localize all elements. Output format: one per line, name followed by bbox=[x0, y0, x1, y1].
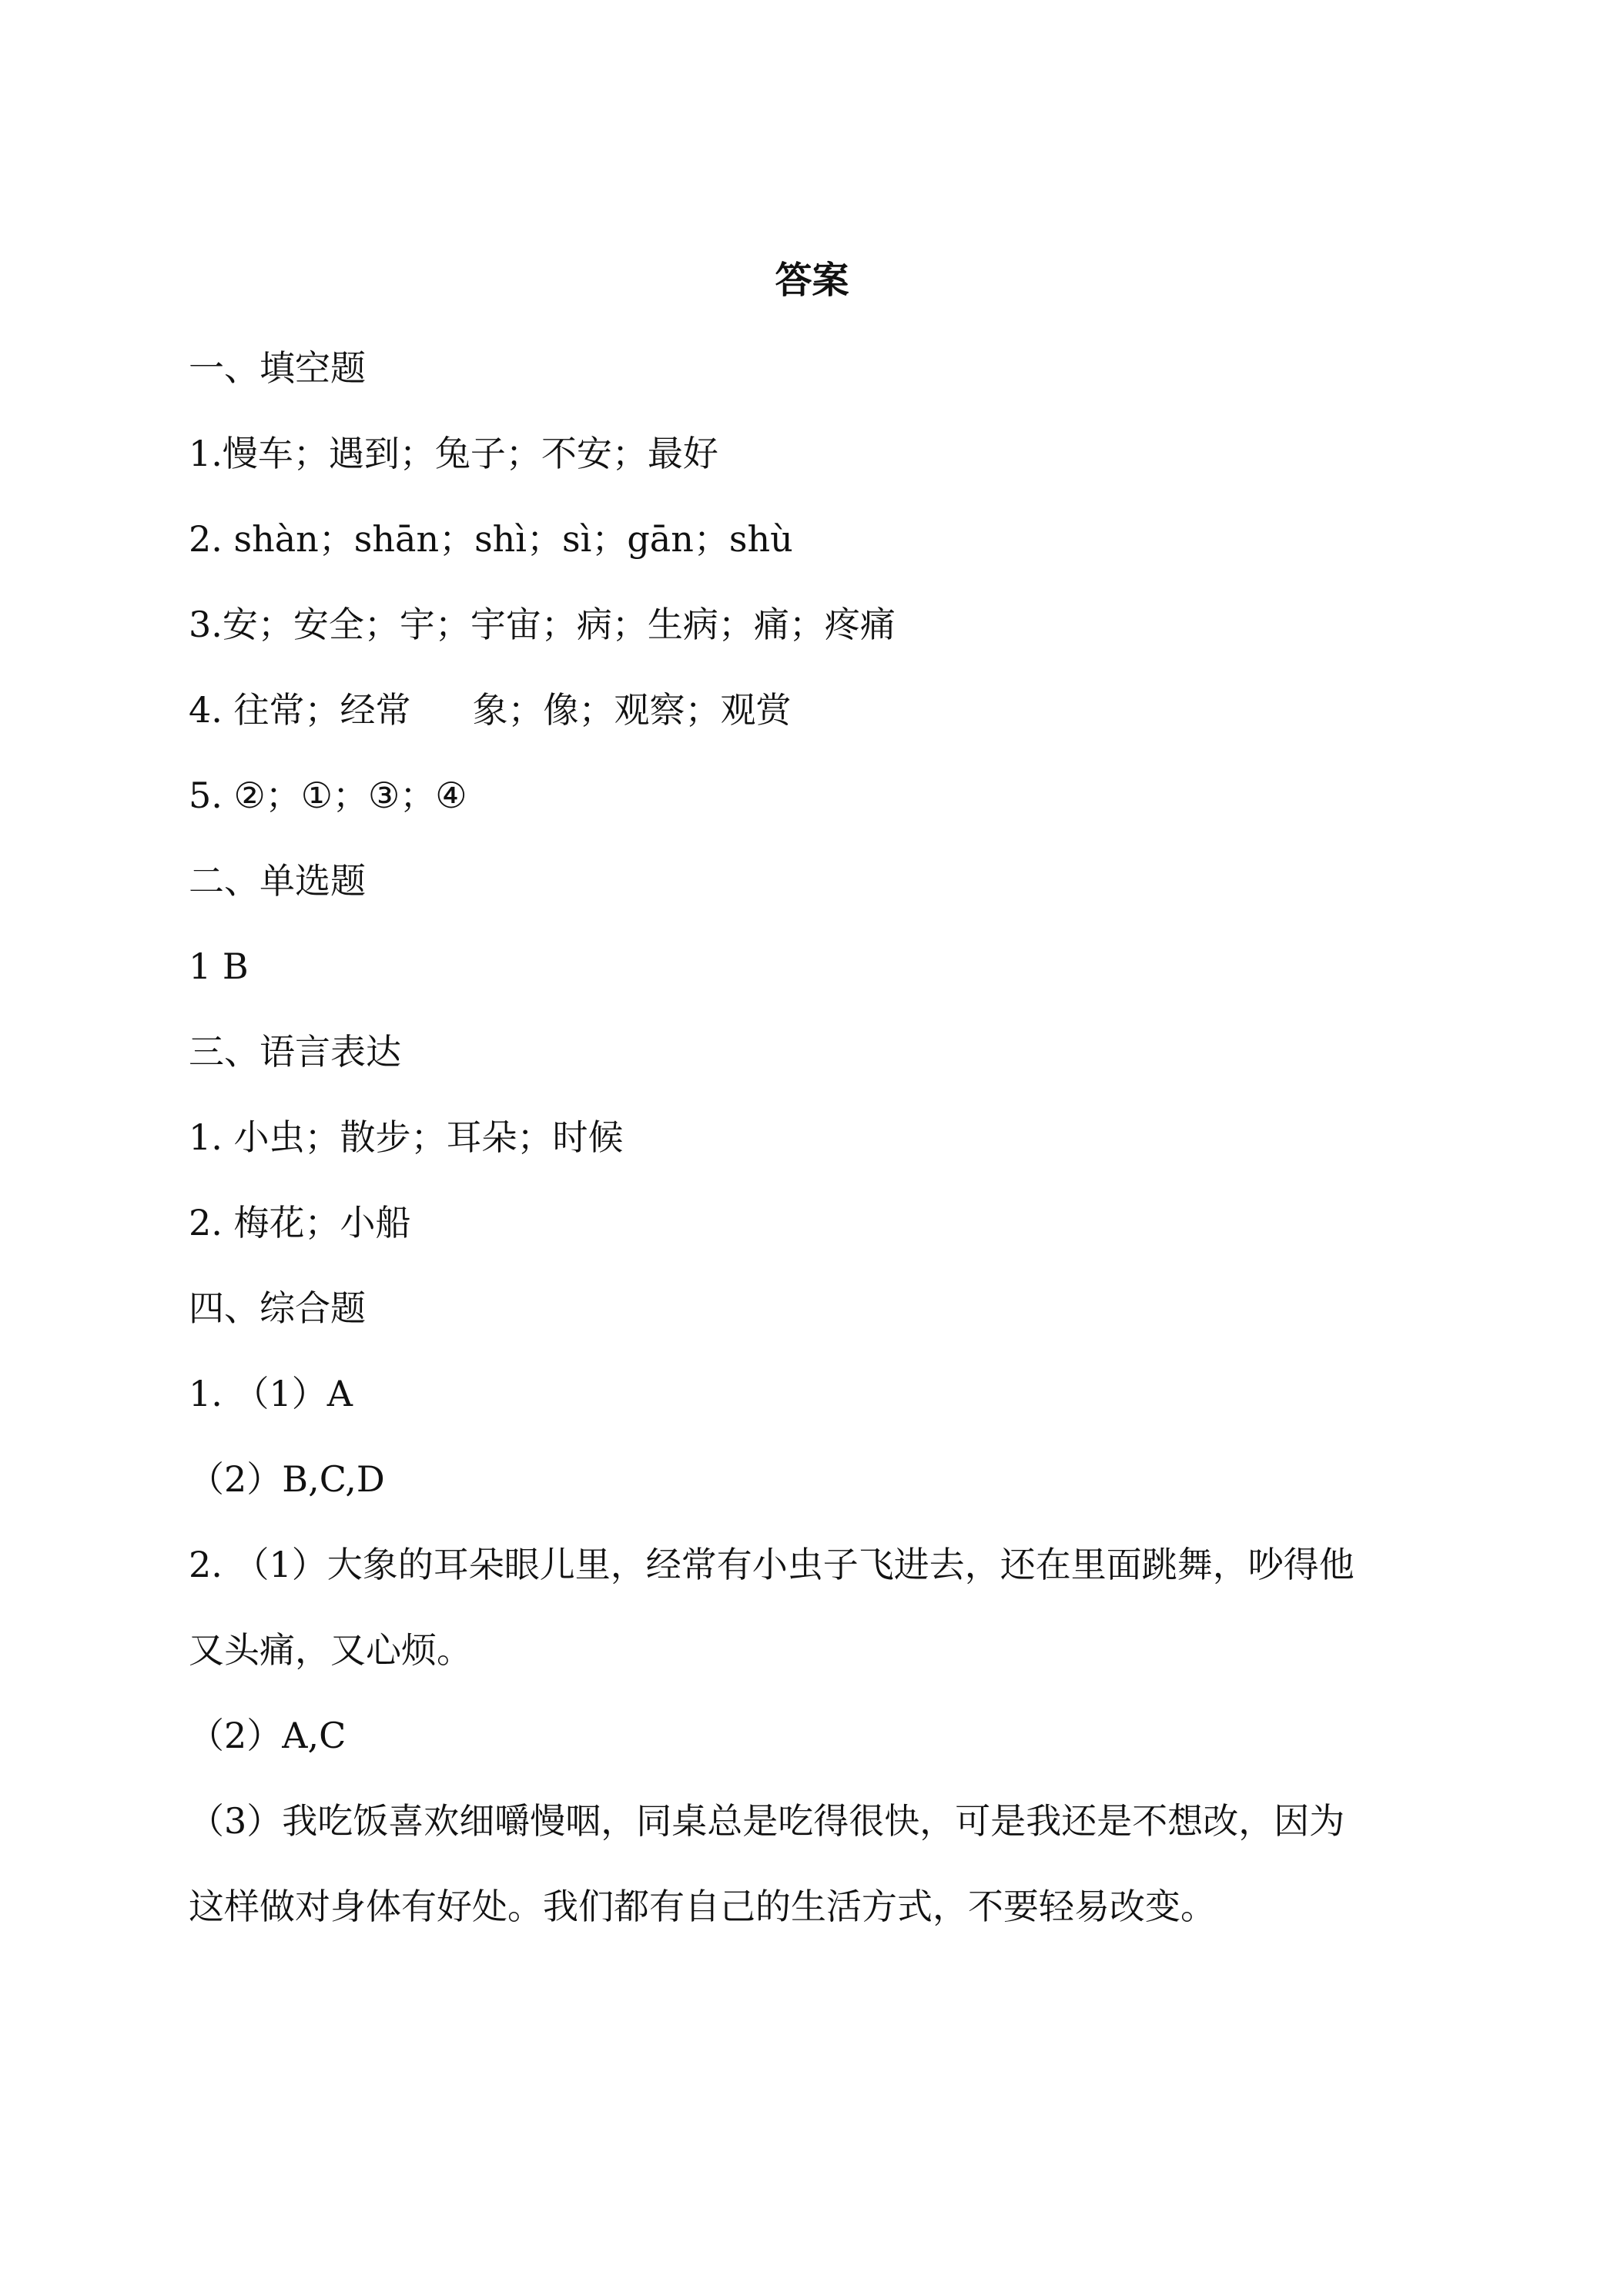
answer-line-1-4 bbox=[189, 685, 792, 735]
answer-line-4-2-3-cont: 这样做对身体有好处。我们都有自己的生活方式，不要轻易改变。 bbox=[189, 1886, 1216, 1927]
answer-line-1-1: 1.慢车；遇到；兔子；不安；最好 bbox=[189, 433, 718, 474]
answer-line-2-1: 1 B bbox=[189, 946, 249, 987]
answer-line-1-2: 2. shàn；shān；shì；sì；gān；shù bbox=[189, 518, 793, 560]
section-heading-comprehensive: 四、综合题 bbox=[189, 1287, 366, 1329]
answer-line-4-1-2: （2）B,C,D bbox=[189, 1458, 385, 1500]
answer-line-1-5: 5. ②；①；③；④ bbox=[189, 775, 467, 816]
answer-line-4-2-1-cont: 又头痛，又心烦。 bbox=[189, 1629, 472, 1671]
section-heading-language-expression: 三、语言表达 bbox=[189, 1031, 401, 1073]
section-heading-single-choice: 二、单选题 bbox=[189, 860, 366, 902]
answer-line-3-2: 2. 梅花；小船 bbox=[189, 1202, 411, 1243]
page-title: 答案 bbox=[775, 259, 849, 302]
answer-line-4-2-2: （2）A,C bbox=[189, 1715, 347, 1756]
answer-line-1-3: 3.安；安全；宇；宇宙；病；生病；痛；疼痛 bbox=[189, 604, 896, 645]
section-heading-fill-in: 一、填空题 bbox=[189, 347, 366, 389]
answer-line-4-1-1: 1. （1）A bbox=[189, 1373, 353, 1414]
answer-line-1-4-part2: 象；像；观察；观赏 bbox=[472, 689, 792, 731]
answer-line-3-1: 1. 小虫；散步；耳朵；时候 bbox=[189, 1116, 624, 1158]
answer-line-4-2-1: 2. （1）大象的耳朵眼儿里，经常有小虫子飞进去，还在里面跳舞，吵得他 bbox=[189, 1544, 1354, 1585]
answer-line-4-2-3: （3）我吃饭喜欢细嚼慢咽，同桌总是吃得很快，可是我还是不想改，因为 bbox=[189, 1800, 1345, 1842]
answer-line-1-4-part1: 4. 往常；经常 bbox=[189, 689, 411, 731]
